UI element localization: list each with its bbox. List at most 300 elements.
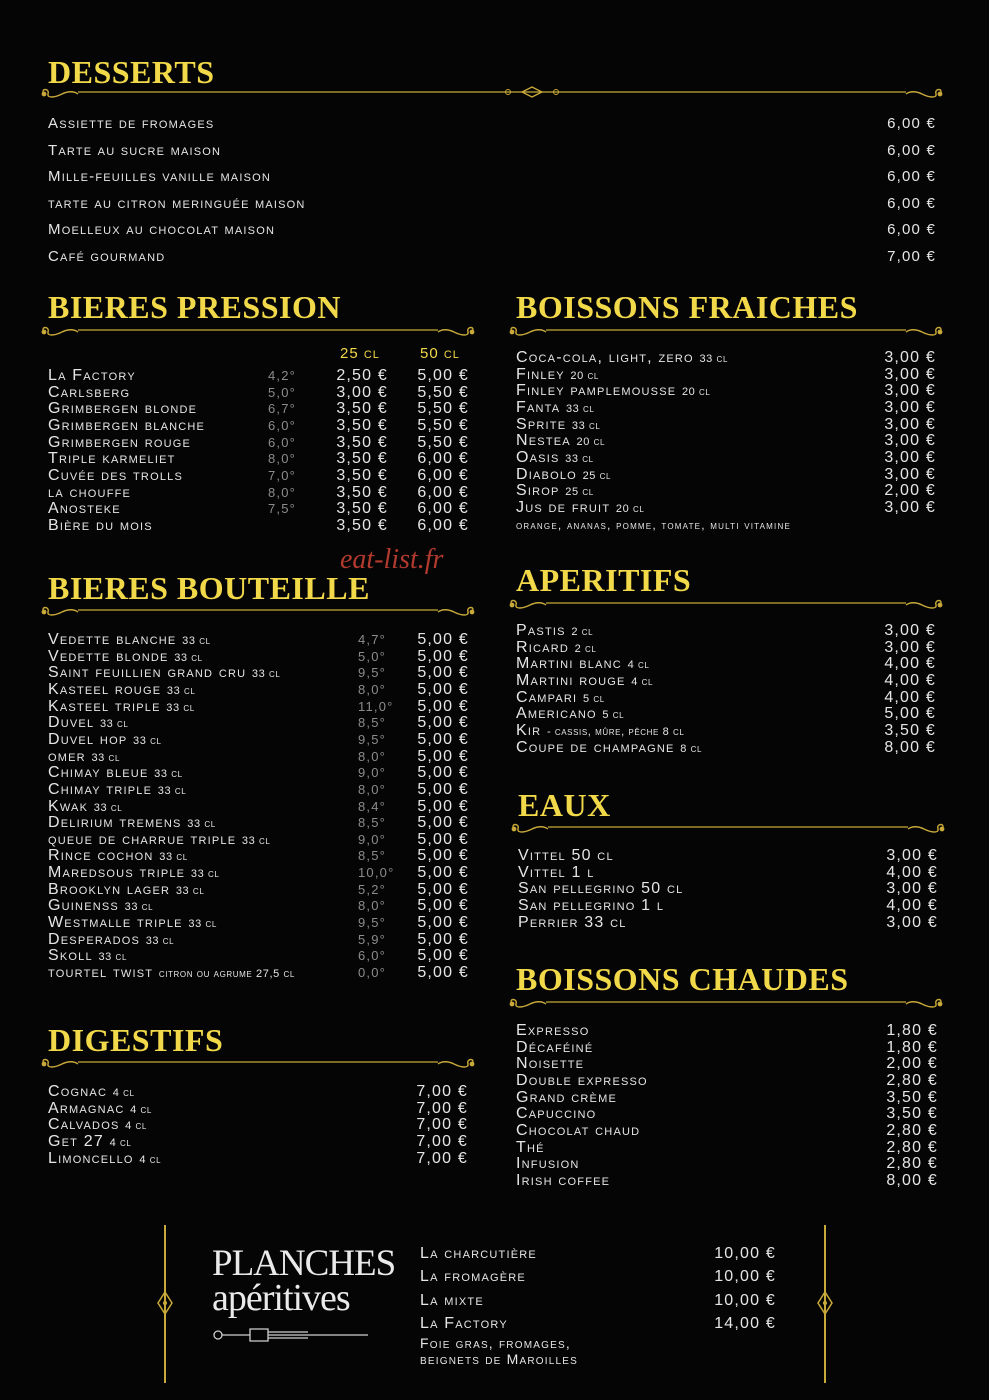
bouteille-price: 5,00 € bbox=[417, 947, 469, 965]
bouteille-degree: 9,5° bbox=[358, 731, 387, 747]
dessert-name: tarte au citron meringuée maison bbox=[48, 194, 306, 212]
digestif-volume: 4 cl bbox=[109, 1136, 132, 1149]
aperitif-name-text: Pastis bbox=[516, 622, 566, 639]
fraiche-item bbox=[516, 499, 936, 516]
aperitif-item bbox=[516, 639, 936, 656]
bouteille-item bbox=[48, 764, 472, 781]
dessert-item bbox=[48, 195, 936, 212]
pression-price-50: 6,00 € bbox=[417, 466, 469, 484]
bouteille-item bbox=[48, 931, 472, 948]
aperitif-price: 3,00 € bbox=[884, 622, 936, 639]
bouteille-volume: 33 cl bbox=[93, 801, 123, 814]
bouteille-volume: 33 cl bbox=[187, 818, 216, 831]
fraiche-item bbox=[516, 366, 936, 383]
aperitif-item bbox=[516, 739, 936, 756]
eau-price: 4,00 € bbox=[886, 896, 938, 914]
digestif-name-text: Calvados bbox=[48, 1116, 120, 1134]
pression-item bbox=[48, 400, 472, 417]
bouteille-volume: 33 cl bbox=[91, 751, 120, 764]
bouteille-name-text: Delirium tremens bbox=[48, 814, 182, 832]
planche-price: 10,00 € bbox=[714, 1268, 776, 1286]
pression-degree: 7,0° bbox=[268, 467, 297, 483]
chaude-price: 1,80 € bbox=[886, 1022, 938, 1039]
eau-name: Perrier 33 cl bbox=[518, 913, 627, 931]
aperitif-item bbox=[516, 705, 936, 722]
dessert-price: 7,00 € bbox=[887, 248, 936, 265]
chaude-price: 2,80 € bbox=[886, 1138, 938, 1156]
pression-price-50: 5,50 € bbox=[417, 433, 469, 451]
aperitif-price: 8,00 € bbox=[884, 738, 936, 756]
fraiche-price: 3,00 € bbox=[884, 382, 936, 400]
chaude-name: Décaféiné bbox=[516, 1038, 594, 1056]
digestif-item bbox=[48, 1100, 468, 1117]
digestif-name bbox=[48, 1150, 161, 1169]
digestif-item bbox=[48, 1083, 468, 1100]
bouteille-degree: 4,7° bbox=[358, 632, 387, 647]
bouteille-degree: 5,9° bbox=[358, 931, 387, 947]
bieres-bouteille-title: BIERES BOUTEILLE bbox=[48, 570, 370, 606]
pression-price-50: 5,00 € bbox=[417, 367, 469, 384]
pression-price-25: 3,50 € bbox=[336, 433, 388, 451]
pression-price-25: 3,50 € bbox=[336, 483, 388, 501]
pression-name: Bière du mois bbox=[48, 516, 153, 534]
aperitif-name-text: Martini blanc bbox=[516, 655, 622, 673]
bouteille-price: 5,00 € bbox=[417, 647, 469, 665]
fraiche-volume: 25 cl bbox=[565, 486, 594, 499]
fraiche-volume: 33 cl bbox=[571, 419, 601, 432]
chaude-name: Capuccino bbox=[516, 1105, 597, 1123]
eau-name: Vittel 1 l bbox=[518, 863, 595, 881]
bouteille-name-text: queue de charrue triple bbox=[48, 830, 237, 848]
pression-item bbox=[48, 484, 472, 501]
pression-degree: 5,0° bbox=[268, 384, 297, 400]
aperitif-item bbox=[516, 689, 936, 706]
aperitif-name-text: Kir bbox=[516, 721, 542, 739]
bouteille-item bbox=[48, 947, 472, 964]
bouteille-item bbox=[48, 714, 472, 731]
digestifs-flourish-icon bbox=[38, 1056, 478, 1072]
bouteille-item bbox=[48, 864, 472, 881]
chaude-price: 3,50 € bbox=[886, 1105, 938, 1123]
aperitif-volume: 5 cl bbox=[582, 692, 605, 705]
bieres-bouteille-flourish-icon bbox=[38, 604, 478, 620]
planche-item bbox=[420, 1292, 776, 1309]
bouteille-item bbox=[48, 664, 472, 681]
bouteille-item bbox=[48, 631, 472, 648]
eau-name: San pellegrino 1 l bbox=[518, 896, 665, 914]
bouteille-price: 5,00 € bbox=[417, 714, 469, 732]
aperitif-volume: 4 cl bbox=[627, 659, 650, 672]
chaude-name: Expresso bbox=[516, 1022, 590, 1039]
planches-subtitle: apéritives bbox=[212, 1277, 350, 1319]
chaude-name: Irish coffee bbox=[516, 1171, 611, 1189]
bouteille-price: 5,00 € bbox=[417, 880, 469, 898]
dessert-price: 6,00 € bbox=[887, 141, 936, 159]
fraiche-price: 3,00 € bbox=[884, 398, 936, 416]
eau-item bbox=[518, 897, 938, 914]
bouteille-volume: 33 cl bbox=[174, 651, 203, 664]
bouteille-price: 5,00 € bbox=[417, 730, 469, 748]
chaude-price: 8,00 € bbox=[886, 1171, 938, 1189]
fraiche-item bbox=[516, 482, 936, 499]
chaude-name: Chocolat chaud bbox=[516, 1121, 641, 1139]
pression-name: Grimbergen blonde bbox=[48, 400, 198, 418]
fraiche-name bbox=[516, 499, 644, 518]
pression-item bbox=[48, 450, 472, 467]
bouteille-volume: 33 cl bbox=[99, 718, 129, 731]
bouteille-volume: 33 cl bbox=[251, 668, 281, 681]
eau-price: 3,00 € bbox=[886, 880, 938, 898]
bouteille-name-text: Vedette blanche bbox=[48, 631, 177, 648]
pression-name: Grimbergen blanche bbox=[48, 416, 206, 434]
bouteille-name-text: Kasteel triple bbox=[48, 697, 161, 715]
digestif-price: 7,00 € bbox=[416, 1099, 468, 1117]
bouteille-degree: 9,5° bbox=[358, 665, 387, 681]
fraiche-price: 3,00 € bbox=[884, 448, 936, 466]
bouteille-item bbox=[48, 847, 472, 864]
chaude-item bbox=[516, 1139, 938, 1156]
fraiche-name-text: Oasis bbox=[516, 448, 560, 466]
bouteille-volume: 33 cl bbox=[157, 784, 187, 797]
fraiche-price: 3,00 € bbox=[884, 415, 936, 433]
aperitif-volume: 4 cl bbox=[631, 675, 654, 688]
planches-left-ornament-icon bbox=[157, 1292, 173, 1314]
digestif-item bbox=[48, 1116, 468, 1133]
pression-item bbox=[48, 417, 472, 434]
chaude-price: 2,80 € bbox=[886, 1121, 938, 1139]
boissons-fraiches-title: BOISSONS FRAICHES bbox=[516, 289, 858, 325]
bouteille-degree: 0,0° bbox=[358, 965, 387, 980]
pression-degree: 4,2° bbox=[268, 368, 297, 383]
pression-item bbox=[48, 517, 472, 534]
bouteille-item bbox=[48, 681, 472, 698]
chaude-item bbox=[516, 1072, 938, 1089]
pression-price-50: 6,00 € bbox=[417, 450, 469, 468]
bouteille-price: 5,00 € bbox=[417, 797, 469, 815]
fraiche-item bbox=[516, 399, 936, 416]
pression-price-50: 5,50 € bbox=[417, 400, 469, 418]
dessert-name: Assiette de fromages bbox=[48, 115, 215, 132]
pression-name: La Factory bbox=[48, 367, 136, 384]
bouteille-name-text: Skoll bbox=[48, 947, 93, 965]
digestifs-title: DIGESTIFS bbox=[48, 1022, 224, 1058]
bouteille-volume: 33 cl bbox=[166, 701, 195, 714]
bouteille-volume: 33 cl bbox=[241, 834, 271, 847]
bouteille-volume: citron ou agrume 27,5 cl bbox=[158, 968, 295, 980]
chaude-name: Noisette bbox=[516, 1055, 585, 1073]
planches-title: PLANCHES bbox=[212, 1243, 396, 1284]
bouteille-price: 5,00 € bbox=[417, 747, 469, 765]
pression-price-25: 3,50 € bbox=[336, 400, 388, 418]
bouteille-name-text: Westmalle triple bbox=[48, 914, 183, 932]
pression-name: Cuvée des trolls bbox=[48, 466, 184, 484]
dessert-price: 6,00 € bbox=[887, 194, 936, 212]
planche-item bbox=[420, 1268, 776, 1285]
digestif-item bbox=[48, 1133, 468, 1150]
pression-price-50: 6,00 € bbox=[417, 516, 469, 534]
bouteille-price: 5,00 € bbox=[417, 897, 469, 915]
pression-name: Carlsberg bbox=[48, 383, 131, 401]
chaude-price: 2,80 € bbox=[886, 1155, 938, 1173]
fraiche-price: 3,00 € bbox=[884, 349, 936, 366]
bouteille-item bbox=[48, 814, 472, 831]
fraiche-name-text: Finley pamplemousse bbox=[516, 382, 677, 400]
aperitif-volume: 8 cl bbox=[680, 742, 703, 755]
bouteille-price: 5,00 € bbox=[417, 864, 469, 882]
bouteille-item bbox=[48, 798, 472, 815]
pression-item bbox=[48, 500, 472, 517]
pression-item bbox=[48, 467, 472, 484]
bouteille-degree: 8,5° bbox=[358, 715, 387, 731]
chaude-price: 2,80 € bbox=[886, 1071, 938, 1089]
bouteille-degree: 6,0° bbox=[358, 948, 387, 964]
dessert-name: Mille-feuilles vanille maison bbox=[48, 168, 272, 186]
bouteille-degree: 8,0° bbox=[358, 748, 387, 764]
dessert-item bbox=[48, 115, 936, 132]
digestif-name-text: Get 27 bbox=[48, 1132, 104, 1150]
pression-item bbox=[48, 384, 472, 401]
bouteille-volume: 33 cl bbox=[133, 734, 162, 747]
digestif-price: 7,00 € bbox=[416, 1083, 468, 1100]
pression-degree: 6,7° bbox=[268, 401, 297, 417]
fraiche-volume: 20 cl bbox=[681, 386, 711, 399]
planche-price: 10,00 € bbox=[714, 1245, 776, 1262]
aperitif-volume: 5 cl bbox=[602, 709, 625, 722]
aperitif-name-text: Martini rouge bbox=[516, 671, 626, 689]
bouteille-item bbox=[48, 781, 472, 798]
digestif-volume: 4 cl bbox=[139, 1153, 162, 1166]
bouteille-price: 5,00 € bbox=[417, 930, 469, 948]
eau-price: 3,00 € bbox=[886, 913, 938, 931]
bouteille-volume: 33 cl bbox=[182, 635, 211, 647]
bouteille-name-text: tourtel twist bbox=[48, 964, 154, 981]
aperitif-item bbox=[516, 622, 936, 639]
digestif-name-text: Limoncello bbox=[48, 1149, 134, 1167]
bouteille-volume: 33 cl bbox=[145, 934, 175, 947]
pression-price-25: 3,50 € bbox=[336, 450, 388, 468]
fraiche-item bbox=[516, 349, 936, 366]
chaude-item bbox=[516, 1089, 938, 1106]
bouteille-price: 5,00 € bbox=[417, 697, 469, 715]
eau-item bbox=[518, 880, 938, 897]
aperitif-price: 3,50 € bbox=[884, 721, 936, 739]
eaux-flourish-icon bbox=[508, 821, 948, 837]
chaude-name: Grand crème bbox=[516, 1088, 617, 1106]
bouteille-price: 5,00 € bbox=[417, 664, 469, 682]
digestif-item bbox=[48, 1150, 468, 1167]
bouteille-degree: 8,0° bbox=[358, 781, 387, 797]
chaude-item bbox=[516, 1055, 938, 1072]
dessert-item bbox=[48, 221, 936, 238]
bouteille-item bbox=[48, 748, 472, 765]
bouteille-degree: 8,4° bbox=[358, 798, 387, 814]
bouteille-volume: 33 cl bbox=[175, 884, 205, 897]
dessert-item bbox=[48, 142, 936, 159]
dessert-name: Café gourmand bbox=[48, 248, 166, 265]
pression-name: Anosteke bbox=[48, 500, 121, 518]
planche-name: La Factory bbox=[420, 1314, 508, 1332]
aperitif-name bbox=[516, 739, 702, 758]
bouteille-name-text: Kasteel rouge bbox=[48, 680, 162, 698]
bouteille-price: 5,00 € bbox=[417, 847, 469, 865]
bouteille-item bbox=[48, 698, 472, 715]
aperitif-price: 4,00 € bbox=[884, 671, 936, 689]
bouteille-price: 5,00 € bbox=[417, 680, 469, 698]
fraiche-name-text: Jus de fruit bbox=[516, 498, 611, 516]
bouteille-name-text: Rince cochon bbox=[48, 847, 154, 865]
fraiche-name-text: Sirop bbox=[516, 482, 560, 500]
bouteille-volume: 33 cl bbox=[188, 918, 217, 931]
pression-price-25: 3,50 € bbox=[336, 500, 388, 518]
planche-name: La mixte bbox=[420, 1291, 484, 1309]
pression-degree: 6,0° bbox=[268, 417, 297, 433]
aperitif-price: 3,00 € bbox=[884, 638, 936, 656]
aperitif-volume: 2 cl bbox=[571, 626, 594, 638]
planches-note-1: Foie gras, fromages, bbox=[420, 1335, 571, 1351]
bouteille-degree: 11,0° bbox=[358, 698, 394, 714]
fraiche-item bbox=[516, 382, 936, 399]
eau-name: Vittel 50 cl bbox=[518, 847, 614, 864]
chaude-price: 3,50 € bbox=[886, 1088, 938, 1106]
chaude-item bbox=[516, 1172, 938, 1189]
dessert-price: 6,00 € bbox=[887, 115, 936, 132]
eau-name: San pellegrino 50 cl bbox=[518, 880, 684, 898]
fraiche-volume: 20 cl bbox=[615, 502, 645, 515]
bouteille-name-text: Duvel bbox=[48, 714, 95, 732]
bouteille-volume: 33 cl bbox=[166, 684, 196, 697]
bouteille-degree: 9,5° bbox=[358, 915, 387, 931]
pression-price-25: 2,50 € bbox=[336, 367, 388, 384]
bouteille-item bbox=[48, 881, 472, 898]
aperitif-item bbox=[516, 672, 936, 689]
bouteille-price: 5,00 € bbox=[417, 964, 469, 981]
chaude-price: 1,80 € bbox=[886, 1038, 938, 1056]
bouteille-volume: 33 cl bbox=[154, 768, 183, 781]
aperitif-name-text: Coupe de champagne bbox=[516, 738, 675, 756]
bouteille-name-text: Duvel hop bbox=[48, 730, 128, 748]
bouteille-volume: 33 cl bbox=[124, 901, 154, 914]
bouteille-name-text: Brooklyn lager bbox=[48, 880, 171, 898]
chaude-item bbox=[516, 1039, 938, 1056]
fraiche-volume: 20 cl bbox=[576, 436, 606, 449]
bouteille-degree: 8,5° bbox=[358, 815, 387, 831]
pression-item bbox=[48, 434, 472, 451]
bieres-pression-flourish-icon bbox=[38, 324, 478, 340]
aperitif-volume: - cassis, mûre, pêche 8 cl bbox=[546, 725, 685, 738]
bouteille-item bbox=[48, 964, 472, 981]
dessert-price: 6,00 € bbox=[887, 221, 936, 239]
pression-degree: 6,0° bbox=[268, 434, 297, 450]
bouteille-volume: 33 cl bbox=[98, 951, 127, 964]
planche-name: La charcutière bbox=[420, 1245, 537, 1262]
aperitif-name-text: Americano bbox=[516, 705, 597, 723]
bouteille-item bbox=[48, 831, 472, 848]
digestif-volume: 4 cl bbox=[130, 1103, 152, 1116]
pression-price-50: 6,00 € bbox=[417, 483, 469, 501]
digestif-name-text: Armagnac bbox=[48, 1099, 125, 1117]
bouteille-name-text: Desperados bbox=[48, 930, 141, 948]
bouteille-name-text: Chimay bleue bbox=[48, 764, 149, 782]
chaude-item bbox=[516, 1022, 938, 1039]
bouteille-name-text: Saint feuillien grand cru bbox=[48, 664, 247, 682]
bouteille-item bbox=[48, 897, 472, 914]
fraiche-note: orange, ananas, pomme, tomate, multi vitamine bbox=[516, 518, 791, 532]
eau-price: 4,00 € bbox=[886, 863, 938, 881]
aperitifs-flourish-icon bbox=[506, 597, 946, 613]
bouteille-volume: 33 cl bbox=[190, 868, 220, 881]
bouteille-degree: 8,0° bbox=[358, 681, 387, 697]
pression-price-50: 6,00 € bbox=[417, 500, 469, 518]
fraiche-price: 2,00 € bbox=[884, 482, 936, 500]
pression-price-25: 3,50 € bbox=[336, 516, 388, 534]
dessert-item bbox=[48, 248, 936, 265]
bouteille-name bbox=[48, 964, 295, 983]
watermark: eat-list.fr bbox=[340, 544, 444, 575]
board-ornament-icon bbox=[210, 1322, 372, 1348]
bouteille-volume: 33 cl bbox=[159, 851, 188, 864]
fraiche-name-text: Diabolo bbox=[516, 465, 577, 483]
pression-price-50: 5,50 € bbox=[417, 383, 469, 401]
bouteille-degree: 9,0° bbox=[358, 765, 387, 781]
bouteille-price: 5,00 € bbox=[417, 814, 469, 832]
aperitifs-title: APERITIFS bbox=[516, 562, 692, 598]
chaude-item bbox=[516, 1105, 938, 1122]
digestif-name-text: Cognac bbox=[48, 1083, 108, 1100]
aperitif-volume: 2 cl bbox=[574, 642, 597, 655]
bouteille-item bbox=[48, 648, 472, 665]
planches-note-2: beignets de Maroilles bbox=[420, 1351, 579, 1367]
planche-item bbox=[420, 1315, 776, 1332]
pression-col-50cl: 50 cl bbox=[420, 345, 460, 362]
chaude-item bbox=[516, 1122, 938, 1139]
planche-item bbox=[420, 1245, 776, 1262]
fraiche-item bbox=[516, 432, 936, 449]
aperitif-item bbox=[516, 722, 936, 739]
fraiche-volume: 33 cl bbox=[565, 452, 594, 465]
aperitif-price: 5,00 € bbox=[884, 705, 936, 723]
fraiche-price: 3,00 € bbox=[884, 498, 936, 516]
bouteille-price: 5,00 € bbox=[417, 631, 469, 648]
digestif-price: 7,00 € bbox=[416, 1149, 468, 1167]
pression-name: la chouffe bbox=[48, 483, 132, 501]
fraiche-name-text: Coca-cola, light, zero bbox=[516, 349, 694, 366]
bouteille-degree: 8,5° bbox=[358, 848, 387, 864]
planche-price: 14,00 € bbox=[714, 1314, 776, 1332]
planches-right-ornament-icon bbox=[817, 1292, 833, 1314]
pression-price-25: 3,50 € bbox=[336, 466, 388, 484]
digestif-volume: 4 cl bbox=[112, 1087, 135, 1099]
fraiche-volume: 25 cl bbox=[582, 469, 612, 482]
dessert-name: Moelleux au chocolat maison bbox=[48, 221, 276, 239]
aperitif-name-text: Campari bbox=[516, 688, 578, 706]
fraiche-volume: 33 cl bbox=[565, 402, 595, 415]
bouteille-degree: 9,0° bbox=[358, 831, 387, 847]
digestif-volume: 4 cl bbox=[125, 1120, 147, 1133]
bouteille-price: 5,00 € bbox=[417, 914, 469, 932]
fraiche-name-text: Fanta bbox=[516, 398, 561, 416]
chaude-item bbox=[516, 1155, 938, 1172]
fraiche-item bbox=[516, 449, 936, 466]
fraiche-name-text: Finley bbox=[516, 365, 565, 383]
chaude-name: Double expresso bbox=[516, 1071, 648, 1089]
chaude-name: Infusion bbox=[516, 1155, 580, 1173]
aperitif-price: 4,00 € bbox=[884, 655, 936, 673]
pression-name: Triple karmeliet bbox=[48, 450, 176, 468]
bieres-pression-title: BIERES PRESSION bbox=[48, 289, 341, 325]
eau-item bbox=[518, 847, 938, 864]
bouteille-name-text: omer bbox=[48, 747, 86, 765]
eau-price: 3,00 € bbox=[886, 847, 938, 864]
